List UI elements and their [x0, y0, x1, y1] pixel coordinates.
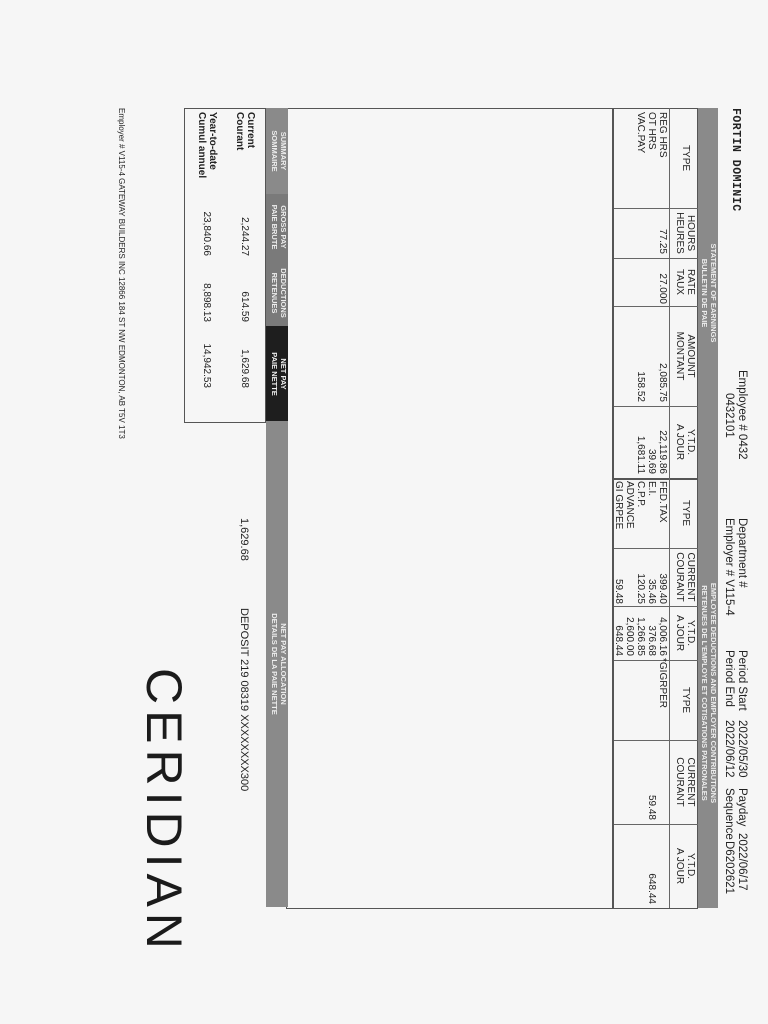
summary-title-bar [266, 108, 288, 194]
current-deductions: 614.59 [239, 291, 250, 322]
summary-title-fr: SOMMAIRE [270, 130, 279, 172]
deduction-row-ytd: 4,006.16 [657, 617, 668, 656]
earnings-row-amount: 2,085.75 [657, 363, 668, 402]
period-start-label: Period Start [736, 650, 748, 711]
sequence-value: D6202621 [723, 841, 735, 895]
blank-area [286, 108, 614, 909]
earnings-col-divider [613, 258, 698, 259]
gross-pay-label-fr: PAIE BRUTE [270, 204, 279, 250]
earnings-row-ytd: 22,119.86 [657, 430, 668, 474]
earnings-row-ytd: 1,681.11 [635, 435, 646, 474]
gross-pay-label-en: GROSS PAY [279, 205, 288, 249]
earnings-row-type: OT HRS [646, 112, 657, 150]
current-label-en: Current [245, 112, 256, 149]
allocation-title-en: NET PAY ALLOCATION [279, 623, 288, 705]
current-label [234, 112, 256, 150]
deduction-row-ytd-2: 648.44 [646, 873, 657, 904]
deduction-row-ytd: 648.44 [613, 625, 624, 656]
allocation-title-fr: DETAILS DE LA PAIE NETTE [270, 613, 279, 715]
net-pay-header [266, 326, 288, 422]
ytd-label-en: Year-to-date [207, 112, 218, 170]
pay-statement [108, 108, 748, 955]
deduction-row-ytd: 2,600.00 [624, 617, 635, 656]
deductions-col-current-2: CURRENT COURANT [674, 757, 696, 807]
employee-id: 0432101 [723, 393, 735, 438]
current-net-pay: 1,629.68 [239, 349, 250, 388]
employee-number: Employee # 0432 [736, 370, 748, 460]
allocation-amount: 1,629.68 [238, 518, 250, 561]
net-pay-label-fr: PAIE NETTE [270, 352, 279, 396]
earnings-row-ytd: 39.69 [646, 448, 657, 474]
employer-footer: Employer # V115-4 GATEWAY BUILDERS INC 12866 184 ST NW EDMONTON, AB T5V 1T3 [117, 108, 126, 439]
earnings-col-divider [613, 208, 698, 209]
earnings-col-divider [613, 406, 698, 407]
deductions-title-bar [698, 478, 718, 908]
summary-title-en: SUMMARY [279, 131, 288, 171]
deduction-row-ytd: 1,266.85 [635, 617, 646, 656]
deductions-col-current: CURRENT COURANT [674, 552, 696, 602]
earnings-col-hours: HOURS HEURES [674, 212, 696, 254]
deductions-col-ytd-2: Y.T.D. A JOUR [674, 847, 696, 885]
earnings-title-fr: BULLETIN DE PAIE [700, 258, 709, 328]
earnings-col-amount: AMOUNT MONTANT [674, 331, 696, 381]
period-end-value: 2022/06/12 [723, 720, 735, 778]
ytd-gross-pay: 23,840.66 [201, 211, 212, 256]
sequence-label: Sequence [723, 788, 735, 840]
earnings-col-ytd: Y.T.D. A JOUR [674, 423, 696, 461]
earnings-row-type: VAC.PAY [635, 112, 646, 154]
deductions-title-fr: RETENUES DE L'EMPLOYE ET COTISATIONS PATRONALES [700, 585, 709, 801]
current-gross-pay: 2,244.27 [239, 217, 250, 256]
earnings-col-divider [613, 306, 698, 307]
earnings-row-type: REG HRS [657, 112, 668, 158]
ytd-label-fr: Cumul annuel [196, 112, 207, 179]
gross-pay-header [266, 194, 288, 260]
deduction-row-current: 399.40 [657, 573, 668, 604]
employee-name: FORTIN DOMINIC [729, 108, 742, 212]
employer-number: Employer # V115-4 [723, 518, 735, 616]
ytd-net-pay: 14,942.53 [201, 343, 212, 388]
earnings-title-en: STATEMENT OF EARNINGS [709, 243, 718, 343]
deductions-col-ytd: Y.T.D. A JOUR [674, 614, 696, 652]
earnings-col-rate: RATE TAUX [674, 269, 696, 295]
allocation-title-bar [266, 421, 288, 907]
deductions-header [266, 260, 288, 326]
deduction-row-type: ADVANCE [624, 481, 635, 529]
deductions-col-divider [613, 606, 698, 607]
deductions-header-rule [669, 478, 670, 908]
period-end-label: Period End [723, 650, 735, 707]
deduction-row-type: GI GRPEE [613, 481, 624, 530]
deductions-label-en: DEDUCTIONS [279, 268, 288, 318]
ceridian-logo: CERIDIAN [136, 668, 192, 955]
earnings-title-bar [698, 108, 718, 478]
department-label: Department # [736, 518, 748, 588]
allocation-detail: DEPOSIT 219 08319 XXXXXXXX300 [238, 608, 250, 792]
deductions-col-divider [613, 548, 698, 549]
deduction-row-type: FED.TAX [657, 481, 668, 523]
deductions-col-divider [613, 740, 698, 741]
net-pay-label-en: NET PAY [279, 358, 288, 390]
deduction-row-type: C.P.P. [635, 481, 646, 508]
deductions-col-divider [613, 824, 698, 825]
deductions-label-fr: RETENUES [270, 272, 279, 314]
current-label-fr: Courant [234, 112, 245, 151]
deduction-row-type-2: *GIGRPER [657, 658, 668, 709]
deduction-row-current: 35.46 [646, 578, 657, 604]
payday-label: Payday [736, 788, 748, 827]
deductions-title-en: EMPLOYEE DEDUCTIONS AND EMPLOYER CONTRIBUTIONS [709, 582, 718, 804]
earnings-col-type: TYPE [680, 144, 691, 172]
payday-value: 2022/06/17 [736, 833, 748, 891]
ytd-deductions: 8,898.13 [201, 283, 212, 322]
deductions-col-type-2: TYPE [680, 686, 691, 714]
earnings-row-rate: 27.000 [657, 273, 668, 304]
deduction-row-current: 59.48 [613, 578, 624, 604]
deductions-col-type: TYPE [680, 499, 691, 527]
deduction-row-current-2: 59.48 [646, 794, 657, 820]
deduction-row-type: E.I. [646, 481, 657, 497]
earnings-row-hours: 77.25 [657, 228, 668, 254]
period-start-value: 2022/05/30 [736, 720, 748, 778]
deduction-row-current: 120.25 [635, 573, 646, 604]
ytd-label [196, 112, 218, 178]
deduction-row-ytd: 376.68 [646, 625, 657, 656]
earnings-header-rule [669, 108, 670, 478]
earnings-row-amount: 158.52 [635, 371, 646, 402]
